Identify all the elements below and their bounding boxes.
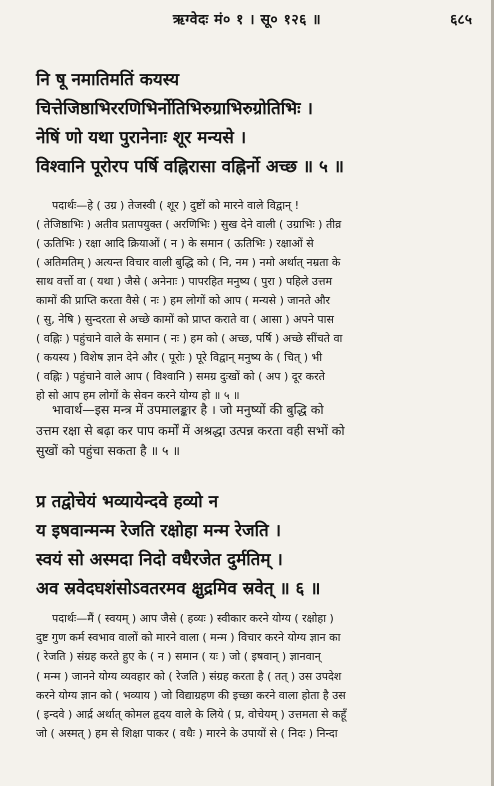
bhavarth-5	[36, 400, 456, 462]
commentary-line: ( वह्निः ) पहुंचाने वाले आप ( विश्वानि ) समग्र दुःखों को ( अप ) दूर करते	[36, 370, 325, 383]
mantra-6	[36, 488, 476, 604]
commentary-line: ( वह्निः ) पहुंचाने वाले के समान ( नः ) हम को ( अच्छ, पर्षि ) अच्छे सींचते वा	[36, 332, 343, 345]
padarth-commentary-6	[36, 609, 456, 743]
commentary-line: ( ऊतिभिः ) रक्षा आदि क्रियाओं ( न ) के समान ( ऊतिभिः ) रक्षाओं से	[36, 237, 314, 250]
commentary-line: ( सु, नेषि ) सुन्दरता से अच्छे कामों को प्राप्त कराते वा ( आसा ) अपने पास	[36, 313, 334, 326]
verse-line: स्वयं सो अस्मदा निदो वधैरजेत दुर्मतिम् ।	[36, 550, 283, 570]
page-number: ६८५	[450, 12, 472, 28]
commentary-line: ( तेजिष्ठाभिः ) अतीव प्रतापयुक्त ( अरणिभिः ) सुख देने वाली ( उग्राभिः ) तीव्र	[36, 218, 342, 231]
commentary-line: पदार्थः—मैं ( स्वयम् ) आप जैसे ( हव्यः ) स्वीकार करने योग्य ( रक्षोहा )	[52, 612, 334, 625]
bhavarth-line: भावार्थ—इस मन्त्र में उपमालङ्कार है । जो मनुष्यों की बुद्धि को	[52, 402, 324, 417]
commentary-line: पदार्थः—हे ( उग्र ) तेजस्वी ( शूर ) दुष्टों को मारने वाले विद्वान् !	[52, 199, 300, 212]
bhavarth-line: उत्तम रक्षा से बढ़ा कर पाप कर्मों में अश्रद्धा उत्पन्न करता वही सभों को	[36, 422, 345, 438]
commentary-line: कामों की प्राप्ति करता वैसे ( नः ) हम लोगों को आप ( मन्यसे ) जानते और	[36, 294, 331, 307]
commentary-line: ( इन्दवे ) आर्द्र अर्थात् कोमल हृदय वाले के लिये ( प्र, वोचेयम् ) उत्तमता से कहूँ	[36, 708, 347, 722]
verse-line: य इषवान्मन्म रेजति रक्षोहा मन्म रेजति ।	[36, 521, 282, 541]
commentary-line: ( कयस्य ) विशेष ज्ञान देने और ( पूरोः ) पूरे विद्वान् मनुष्य के ( चित् ) भी	[36, 351, 323, 364]
verse-line: विश्वानि पूरोरप पर्षि वह्निरासा वह्निर्नो अच्छ ॥ ५ ॥	[36, 157, 344, 177]
page-header	[0, 8, 494, 30]
verse-line: अव स्रवेदघशंसोऽवतरमव क्षुद्रमिव स्रवेत् ॥ ६ ॥	[36, 579, 321, 599]
commentary-line: ( रेजति ) संग्रह करते हुए के ( न ) समान ( यः ) जो ( इषवान् ) ज्ञानवान्	[36, 650, 321, 664]
commentary-line: दुष्ट गुण कर्म स्वभाव वालों को मारने वाला ( मन्म ) विचार करने योग्य ज्ञान का	[36, 631, 341, 645]
padarth-commentary-5	[36, 196, 456, 405]
bhavarth-line: सुखों को पहुंचा सकता है ॥ ५ ॥	[36, 443, 181, 458]
verse-line: नेषिं णो यथा पुरानेनाः शूर मन्यसे ।	[36, 128, 247, 148]
verse-line: नि षू नमातिमतिं कयस्य	[36, 70, 180, 90]
commentary-line: ( मन्म ) जानने योग्य व्यवहार को ( रेजति ) संग्रह करता है ( तत् ) उस उपदेश	[36, 669, 342, 683]
commentary-line: जो ( अस्मत् ) हम से शिक्षा पाकर ( वधैः ) मारने के उपायों से ( निदः ) निन्दा	[36, 727, 338, 741]
mantra-5	[36, 66, 476, 182]
verse-line: प्र तद्वोचेयं भव्यायेन्दवे हव्यो न	[36, 492, 219, 512]
commentary-line: हो सो आप हम लोगों के सेवन करने योग्य हो ॥ ५ ॥	[36, 389, 240, 402]
verse-line: चित्तेजिष्ठाभिररणिभिर्नोतिभिरुग्राभिरुग्रोतिभिः ।	[36, 99, 313, 119]
commentary-line: साथ वर्त्तो वा ( यथा ) जैसे ( अनेनाः ) पापरहित मनुष्य ( पुरा ) पहिले उत्तम	[36, 275, 333, 288]
commentary-line: ( अतिमतिम् ) अत्यन्त विचार वाली बुद्धि को ( नि, नम ) नमो अर्थात् नम्रता के	[36, 256, 341, 269]
running-title: ऋग्वेदः मं० १ । सू० १२६ ॥	[172, 12, 322, 28]
commentary-line: करने योग्य ज्ञान को ( भव्याय ) जो विद्याग्रहण की इच्छा करने वाला होता है उस	[36, 688, 346, 702]
